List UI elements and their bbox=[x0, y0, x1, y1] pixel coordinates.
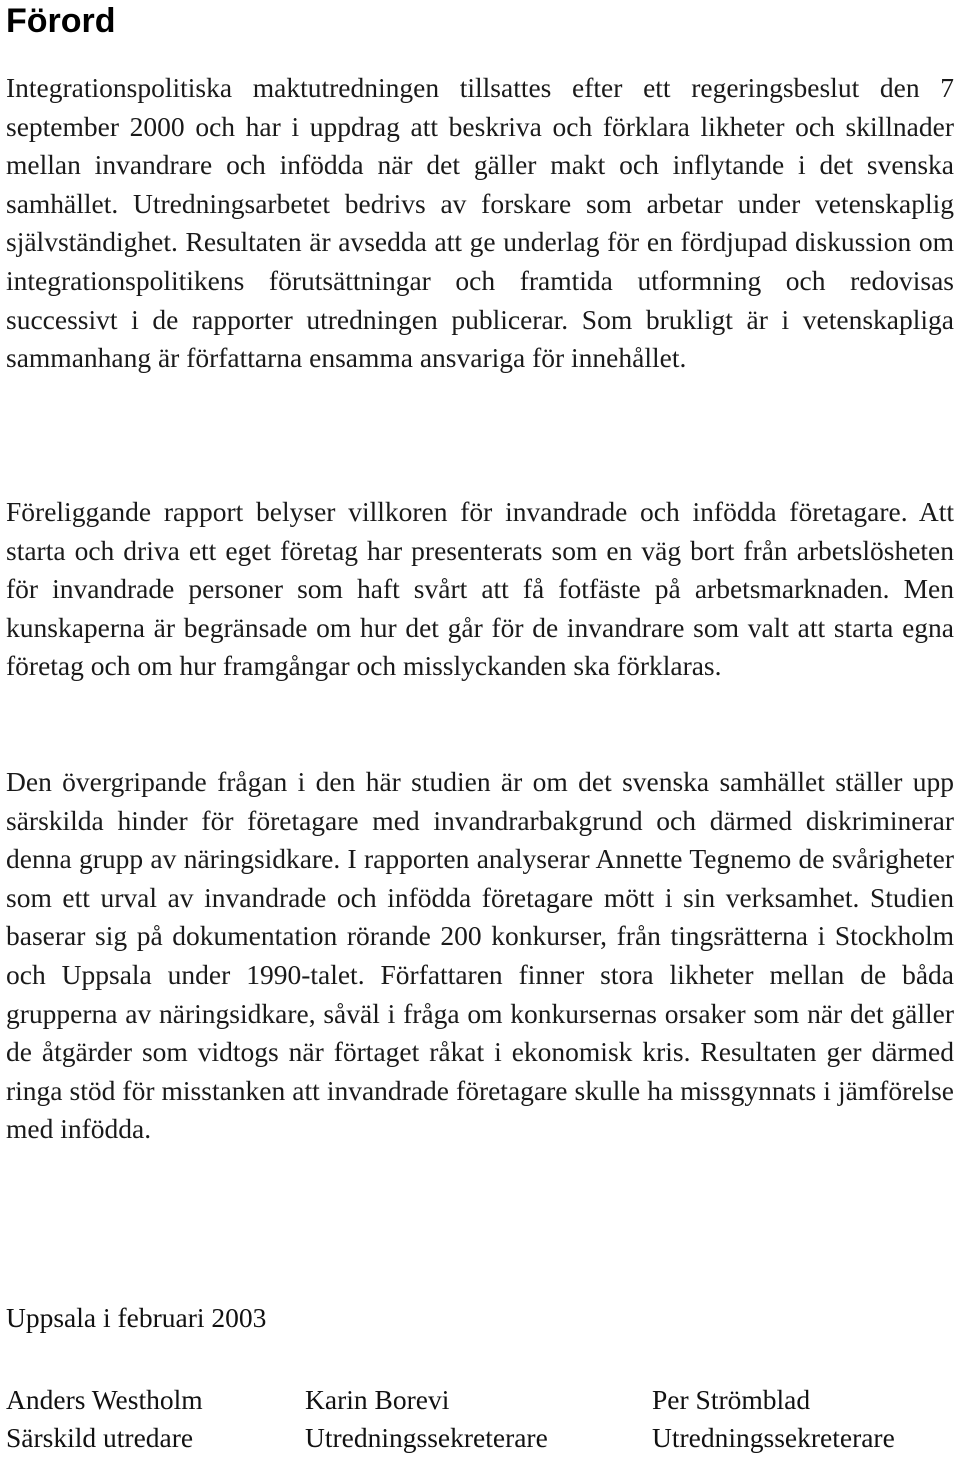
signatory-name: Anders Westholm bbox=[6, 1384, 203, 1415]
paragraph-intro: Integrationspolitiska maktutredningen tillsattes efter ett regeringsbeslut den 7 september 2000 och har i uppdrag att beskriva och förklara likheter och skillnader mellan invandrare och infödda när det gäller makt och inflytande i det svenska samhället. Utredningsarbetet bedrivs av forskare som arbetar under vetenskaplig självständighet. Resultaten är avsedda att ge underlag för en fördjupad diskussion om integrationspolitikens förutsättningar och framtida utformning och redovisas successivt i de rapporter utredningen publicerar. Som brukligt är i vetenskapliga sammanhang är författarna ensamma ansvariga för innehållet. bbox=[6, 72, 954, 374]
place-and-date: Uppsala i februari 2003 bbox=[6, 1302, 267, 1333]
signatory-name: Karin Borevi bbox=[305, 1384, 450, 1415]
paragraph-study-summary: Den övergripande frågan i den här studien är om det svenska samhället ställer upp särskilda hinder för företagare med invandrarbakgrund och därmed diskriminerar denna grupp av näringsidkare. I rapporten analyserar Annette Tegnemo de svårigheter som ett urval av invandrade och infödda företagare mött i sin verksamhet. Studien baserar sig på dokumentation rörande 200 konkurser, från tingsrätterna i Stockholm och Uppsala under 1990-talet. Författaren finner stora likheter mellan de båda grupperna av näringsidkare, såväl i fråga om konkursernas orsaker som när det gäller de åtgärder som vidtogs när förtaget råkat i ekonomisk kris. Resultaten ger därmed ringa stöd för misstanken att invandrade företagare skulle ha missgynnats i jämförelse med infödda. bbox=[6, 766, 954, 1145]
signatory-3 bbox=[652, 1381, 895, 1457]
signatory-2 bbox=[305, 1381, 548, 1457]
document-page bbox=[6, 0, 954, 1453]
paragraph-report-scope: Föreliggande rapport belyser villkoren för invandrade och infödda företagare. Att starta och driva ett eget företag har presenterats som en väg bort från arbetslösheten för invandrade personer som haft svårt att få fotfäste på arbetsmarknaden. Men kunskaperna är begränsade om hur det går för de invandrare som valt att starta egna företag och om hur framgångar och misslyckanden ska förklaras. bbox=[6, 496, 954, 682]
signatory-1 bbox=[6, 1381, 203, 1457]
signatory-role: Utredningssekreterare bbox=[652, 1422, 895, 1453]
signatory-role: Utredningssekreterare bbox=[305, 1422, 548, 1453]
page-title: Förord bbox=[6, 2, 116, 40]
signatory-name: Per Strömblad bbox=[652, 1384, 811, 1415]
signatory-role: Särskild utredare bbox=[6, 1422, 194, 1453]
